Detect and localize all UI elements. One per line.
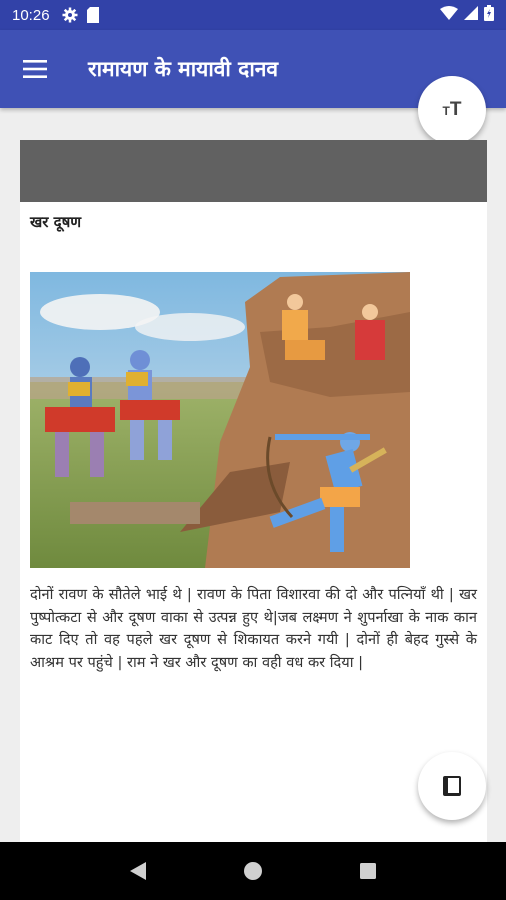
sd-card-icon: [86, 7, 100, 23]
system-nav-bar: [0, 842, 506, 900]
recents-button[interactable]: [348, 851, 388, 891]
app-title: रामायण के मायावी दानव: [88, 57, 279, 81]
ad-banner: [20, 140, 487, 202]
wifi-icon: [440, 6, 458, 24]
status-right-icons: [440, 5, 494, 25]
text-size-button[interactable]: [418, 76, 486, 144]
back-button[interactable]: [118, 851, 158, 891]
home-icon: [243, 861, 263, 881]
signal-icon: [464, 6, 478, 24]
status-bar: [0, 0, 506, 30]
menu-icon: [23, 60, 47, 78]
article-body: दोनों रावण के सौतेले भाई थे | रावण के पिता विशारवा की दो और पत्नियाँ थी | खर पुष्पोत्कटा से और दूषण वाका से उत्पन्न हुए थे|जब लक्ष्मण ने शुपर्नाखा के नाक कान काट दिए तो वह पहले खर दूषण से शिकायत करने गयी | दोनों ही बेहद गुस्से के आश्रम पर पहुंचे | राम ने खर और दूषण का वही वध कर दिया |: [30, 586, 477, 671]
back-icon: [129, 861, 147, 881]
article-illustration: [30, 272, 410, 568]
book-icon: [442, 775, 462, 797]
menu-button[interactable]: [10, 44, 60, 94]
book-button[interactable]: [418, 752, 486, 820]
battery-icon: [484, 5, 494, 25]
gear-icon: [62, 7, 78, 23]
recents-icon: [359, 862, 377, 880]
status-time: 10:26: [12, 6, 50, 24]
text-size-icon: TT: [442, 99, 462, 120]
article-card: [20, 140, 487, 842]
home-button[interactable]: [233, 851, 273, 891]
article-heading: खर दूषण: [30, 213, 82, 231]
